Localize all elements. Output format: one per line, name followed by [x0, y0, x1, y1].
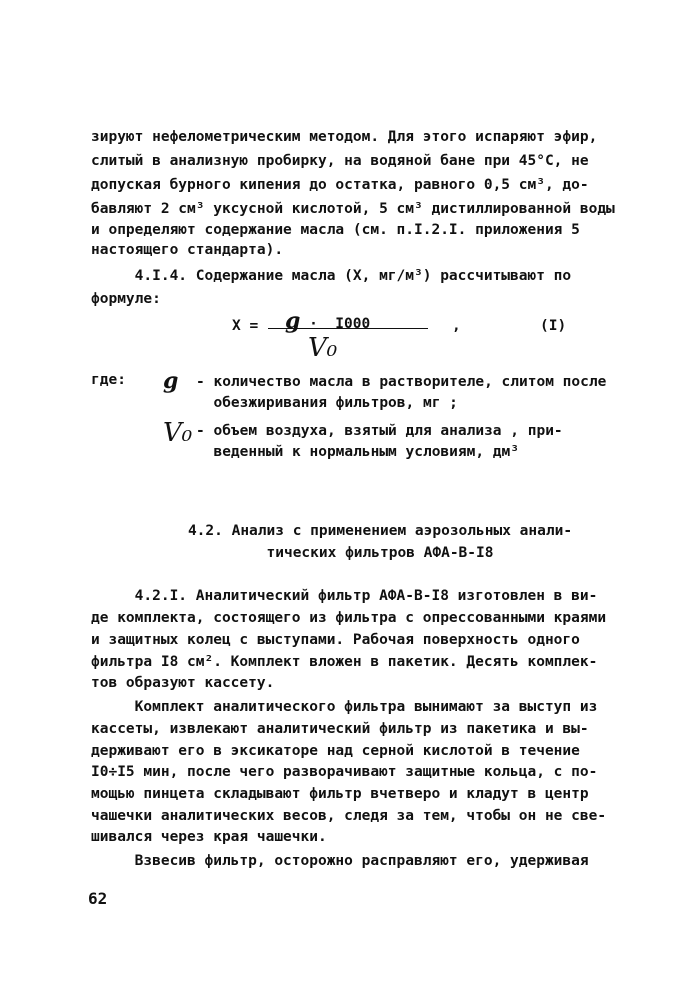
where-label: где: — [91, 372, 126, 388]
text-line: и защитных колец с выступами. Рабочая поверхность одного — [91, 632, 580, 648]
text-line: 4.I.4. Содержание масла (X, мг/м³) рассчитывают по — [91, 268, 572, 284]
text-line: бавляют 2 см³ уксусной кислотой, 5 см³ дистиллированной воды — [91, 201, 615, 217]
text-line: де комплекта, состоящего из фильтра с опрессованными краями — [91, 610, 607, 626]
page-number: 62 — [88, 889, 108, 908]
g-symbol: g — [163, 368, 179, 394]
text-line: I0÷I5 мин, после чего разворачивают защитные кольца, с по- — [91, 764, 598, 780]
fraction-bar — [268, 328, 428, 329]
g-symbol: g — [285, 308, 301, 334]
definition-line: - количество масла в растворителе, слитом после — [196, 374, 607, 390]
formula-comma: , — [452, 318, 461, 334]
section-heading: тических фильтров АФА-В-I8 — [266, 545, 494, 561]
text-line: зируют нефелометрическим методом. Для этого испаряют эфир, — [91, 129, 598, 145]
text-line: формуле: — [91, 291, 161, 307]
text-line: настоящего стандарта). — [91, 242, 284, 258]
section-heading: 4.2. Анализ с применением аэрозольных анали- — [187, 523, 573, 539]
text-line: Комплект аналитического фильтра вынимают за выступ из — [91, 699, 598, 715]
formula-numerator — [285, 308, 370, 334]
text-line: мощью пинцета складывают фильтр вчетверо и кладут в центр — [91, 786, 589, 802]
text-line: держивают его в эксикаторе над серной кислотой в течение — [91, 743, 580, 759]
text-line: и определяют содержание масла (см. п.I.2.I. приложения 5 — [91, 222, 580, 238]
definition-line: обезжиривания фильтров, мг ; — [196, 395, 458, 411]
text-line: Взвесив фильтр, осторожно расправляют его, удерживая — [91, 853, 589, 869]
text-line: слитый в анализную пробирку, на водяной бане при 45°С, не — [91, 153, 589, 169]
text-line: фильтра I8 см². Комплект вложен в пакетик. Десять комплек- — [91, 654, 598, 670]
definition-line: - объем воздуха, взятый для анализа , при- — [196, 423, 563, 439]
text-line: шивался через края чашечки. — [91, 829, 327, 845]
text-line: допуская бурного кипения до остатка, равного 0,5 см³, до- — [91, 177, 589, 193]
v0-symbol: V₀ — [163, 418, 193, 448]
definition-line: веденный к нормальным условиям, дм³ — [196, 444, 520, 460]
text-line: тов образуют кассету. — [91, 675, 275, 691]
text-line: кассеты, извлекают аналитический фильтр из пакетика и вы- — [91, 721, 589, 737]
formula-number: (I) — [540, 318, 567, 334]
numerator-rest: · I000 — [300, 316, 371, 332]
formula-lhs: X = — [232, 318, 259, 334]
text-line: чашечки аналитических весов, следя за тем, чтобы он не све- — [91, 808, 607, 824]
text-line: 4.2.I. Аналитический фильтр АФА-В-I8 изготовлен в ви- — [91, 588, 598, 604]
formula-denominator: V₀ — [308, 333, 338, 363]
